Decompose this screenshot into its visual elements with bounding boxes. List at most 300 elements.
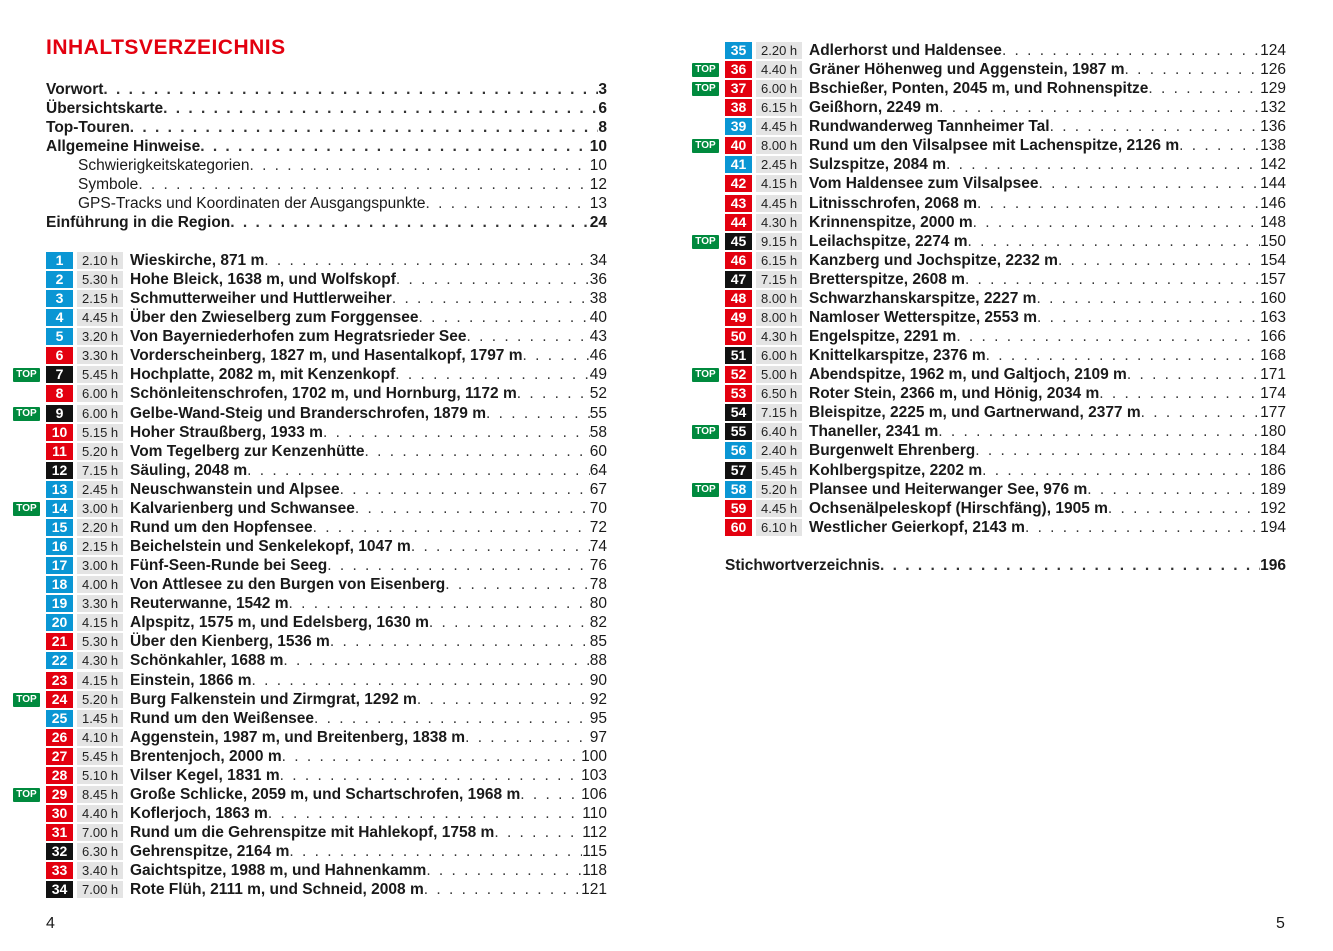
tour-page: 144 xyxy=(1260,174,1286,192)
tour-number-badge: 39 xyxy=(725,118,752,135)
tour-number-badge: 59 xyxy=(725,500,752,517)
tour-number-badge: 23 xyxy=(46,672,73,689)
tour-duration: 4.15 h xyxy=(756,175,802,192)
leader-dots xyxy=(138,175,589,194)
leader-dots xyxy=(1108,500,1260,518)
toc-entry[interactable] xyxy=(46,118,607,137)
tour-name: Reuterwanne, 1542 m xyxy=(130,594,289,612)
tour-duration: 9.15 h xyxy=(756,233,802,250)
tour-duration: 5.45 h xyxy=(756,462,802,479)
leader-dots xyxy=(1050,118,1261,136)
tour-number-badge: 37 xyxy=(725,80,752,97)
tour-page: 118 xyxy=(582,861,607,879)
tour-number-badge: 38 xyxy=(725,99,752,116)
leader-dots xyxy=(982,462,1260,480)
tour-duration: 2.20 h xyxy=(77,519,123,536)
toc-entry-page: 3 xyxy=(598,81,607,98)
top-tour-badge: TOP xyxy=(692,368,719,382)
tour-number-badge: 22 xyxy=(46,652,73,669)
tour-entry[interactable] xyxy=(725,251,1286,270)
tour-number-badge: 4 xyxy=(46,309,73,326)
tour-name: Fünf-Seen-Runde bei Seeg xyxy=(130,556,328,574)
tour-number-badge: 41 xyxy=(725,156,752,173)
tour-duration: 5.15 h xyxy=(77,424,123,441)
tour-duration: 6.30 h xyxy=(77,843,123,860)
tour-name: Gelbe-Wand-Steig und Branderschrofen, 1879 m xyxy=(130,404,486,422)
tour-page: 138 xyxy=(1260,136,1286,154)
tour-number-badge: 54 xyxy=(725,404,752,421)
tour-name: Litnisschrofen, 2068 m xyxy=(809,194,977,212)
leader-dots xyxy=(939,99,1260,117)
leader-dots xyxy=(1087,481,1260,499)
tour-duration: 4.30 h xyxy=(756,214,802,231)
leader-dots xyxy=(467,328,590,346)
leader-dots xyxy=(429,614,590,632)
tour-entry[interactable] xyxy=(725,365,1286,384)
tour-duration: 2.15 h xyxy=(77,290,123,307)
tour-duration: 4.45 h xyxy=(756,195,802,212)
tour-name: Namloser Wetterspitze, 2553 m xyxy=(809,308,1038,326)
top-tour-badge: TOP xyxy=(13,788,40,802)
tour-entry[interactable] xyxy=(725,384,1286,403)
tour-duration: 6.15 h xyxy=(756,99,802,116)
tour-entry[interactable] xyxy=(46,861,607,880)
tour-duration: 1.45 h xyxy=(77,710,123,727)
toc-entry-label: Übersichtskarte xyxy=(46,100,164,117)
tour-name: Engelspitze, 2291 m xyxy=(809,327,957,345)
tour-name: Alpspitz, 1575 m, und Edelsberg, 1630 m xyxy=(130,613,429,631)
tour-page: 148 xyxy=(1260,213,1286,231)
tour-entry[interactable] xyxy=(46,556,607,575)
tour-page: 189 xyxy=(1260,480,1286,498)
tour-duration: 5.20 h xyxy=(77,691,123,708)
tour-name: Gaichtspitze, 1988 m, und Hahnenkamm xyxy=(130,861,427,879)
tour-entry[interactable] xyxy=(46,880,607,899)
tour-entry[interactable] xyxy=(725,518,1286,537)
tour-entry[interactable] xyxy=(725,441,1286,460)
tour-number-badge: 7 xyxy=(46,366,73,383)
tour-entry[interactable] xyxy=(46,613,607,632)
tour-page: 46 xyxy=(589,346,607,364)
leader-dots xyxy=(323,424,590,442)
tour-entry[interactable] xyxy=(46,499,607,518)
top-tour-badge: TOP xyxy=(692,139,719,153)
tour-entry[interactable] xyxy=(46,671,607,690)
toc-entry[interactable] xyxy=(46,80,607,99)
tour-number-badge: 46 xyxy=(725,252,752,269)
page-number-left: 4 xyxy=(46,915,55,932)
tour-entry[interactable] xyxy=(46,346,607,365)
toc-entry[interactable] xyxy=(46,213,607,232)
tour-entry[interactable] xyxy=(725,60,1286,79)
tour-entry[interactable] xyxy=(725,174,1286,193)
tour-duration: 3.30 h xyxy=(77,347,123,364)
tour-entry[interactable] xyxy=(46,365,607,384)
toc-entry-label: GPS-Tracks und Koordinaten der Ausgangspunkte xyxy=(78,195,426,212)
tour-name: Knittelkarspitze, 2376 m xyxy=(809,346,986,364)
tour-duration: 2.15 h xyxy=(77,538,123,555)
toc-entry-page: 12 xyxy=(589,176,607,193)
leader-dots xyxy=(1058,252,1260,270)
tour-entry[interactable] xyxy=(725,98,1286,117)
tour-entry[interactable] xyxy=(725,289,1286,308)
tour-duration: 4.45 h xyxy=(77,309,123,326)
tour-page: 43 xyxy=(589,327,607,345)
tour-duration: 4.15 h xyxy=(77,614,123,631)
tour-name: Rund um den Hopfensee xyxy=(130,518,313,536)
tour-entry[interactable] xyxy=(725,422,1286,441)
tour-duration: 7.00 h xyxy=(77,881,123,898)
tour-number-badge: 24 xyxy=(46,691,73,708)
leader-dots xyxy=(486,405,590,423)
tour-name: Große Schlicke, 2059 m, und Schartschrofen, 1968 m xyxy=(130,785,521,803)
tour-number-badge: 15 xyxy=(46,519,73,536)
toc-entry[interactable] xyxy=(46,99,607,118)
toc-entry-page: 8 xyxy=(598,119,607,136)
tour-page: 85 xyxy=(589,632,607,650)
tour-duration: 7.15 h xyxy=(77,462,123,479)
tour-entry[interactable] xyxy=(46,480,607,499)
tour-duration: 5.20 h xyxy=(756,481,802,498)
tour-duration: 6.00 h xyxy=(756,347,802,364)
tour-entry[interactable] xyxy=(725,480,1286,499)
leader-dots xyxy=(1125,61,1261,79)
leader-dots xyxy=(1148,80,1260,98)
tour-duration: 5.10 h xyxy=(77,767,123,784)
tour-page: 34 xyxy=(589,251,607,269)
tour-name: Schwarzhanskarspitze, 2227 m xyxy=(809,289,1037,307)
tour-number-badge: 30 xyxy=(46,805,73,822)
tour-page: 132 xyxy=(1260,98,1286,116)
tour-duration: 8.00 h xyxy=(756,137,802,154)
tour-entry[interactable] xyxy=(46,575,607,594)
tour-page: 142 xyxy=(1260,155,1286,173)
toc-entry-page: 196 xyxy=(1260,557,1286,574)
toc-entry-page: 6 xyxy=(598,100,607,117)
tour-entry[interactable] xyxy=(46,423,607,442)
leader-dots xyxy=(424,881,581,899)
tour-page: 184 xyxy=(1260,441,1286,459)
tour-name: Bschießer, Ponten, 2045 m, und Rohnenspitze xyxy=(809,79,1149,97)
leader-dots xyxy=(230,213,589,232)
tour-name: Ochsenälpeleskopf (Hirschfäng), 1905 m xyxy=(809,499,1108,517)
tour-name: Adlerhorst und Haldensee xyxy=(809,41,1002,59)
top-tour-badge: TOP xyxy=(692,483,719,497)
tour-page: 112 xyxy=(582,823,607,841)
tour-entry[interactable] xyxy=(46,518,607,537)
tour-page: 154 xyxy=(1260,251,1286,269)
tour-entry[interactable] xyxy=(725,327,1286,346)
tour-entry[interactable] xyxy=(46,747,607,766)
toc-entry-index[interactable] xyxy=(725,556,1286,575)
tour-duration: 3.00 h xyxy=(77,557,123,574)
tour-entry[interactable] xyxy=(46,690,607,709)
tour-page: 67 xyxy=(589,480,607,498)
leader-dots xyxy=(465,729,590,747)
toc-entry-label: Top-Touren xyxy=(46,119,130,136)
tour-page: 194 xyxy=(1260,518,1286,536)
tour-duration: 6.15 h xyxy=(756,252,802,269)
tour-entry[interactable] xyxy=(46,842,607,861)
leader-dots xyxy=(946,156,1260,174)
leader-dots xyxy=(249,156,589,175)
tour-name: Vorderscheinberg, 1827 m, und Hasentalkopf, 1797 m xyxy=(130,346,523,364)
leader-dots xyxy=(517,385,590,403)
tour-duration: 4.40 h xyxy=(77,805,123,822)
leader-dots xyxy=(445,576,590,594)
tour-name: Von Bayerniederhofen zum Hegratsrieder See xyxy=(130,327,467,345)
toc-entry-label: Einführung in die Region xyxy=(46,214,231,231)
leader-dots xyxy=(523,347,590,365)
toc-entry-label: Vorwort xyxy=(46,81,104,98)
tour-number-badge: 55 xyxy=(725,423,752,440)
tour-number-badge: 36 xyxy=(725,61,752,78)
tour-name: Bleispitze, 2225 m, und Gartnerwand, 2377 m xyxy=(809,403,1141,421)
tour-page: 106 xyxy=(581,785,607,803)
tour-name: Leilachspitze, 2274 m xyxy=(809,232,968,250)
tour-name: Schönkahler, 1688 m xyxy=(130,651,284,669)
tour-name: Rund um den Weißensee xyxy=(130,709,315,727)
tour-page: 163 xyxy=(1260,308,1286,326)
leader-dots xyxy=(938,423,1260,441)
page-number-right: 5 xyxy=(1276,915,1285,932)
tour-entry[interactable] xyxy=(46,632,607,651)
leader-dots xyxy=(264,252,589,270)
tour-entry[interactable] xyxy=(46,537,607,556)
tour-entry[interactable] xyxy=(46,785,607,804)
tour-page: 78 xyxy=(589,575,607,593)
tour-name: Thaneller, 2341 m xyxy=(809,422,939,440)
toc-entry[interactable] xyxy=(78,194,607,213)
tour-page: 126 xyxy=(1260,60,1286,78)
tour-entry[interactable] xyxy=(46,728,607,747)
tour-duration: 4.10 h xyxy=(77,729,123,746)
tour-name: Hochplatte, 2082 m, mit Kenzenkopf xyxy=(130,365,396,383)
tour-duration: 6.00 h xyxy=(77,405,123,422)
leader-dots xyxy=(130,118,599,137)
tour-name: Rund um den Vilsalpsee mit Lachenspitze, 2126 m xyxy=(809,136,1180,154)
tour-duration: 4.30 h xyxy=(756,328,802,345)
tour-page: 95 xyxy=(589,709,607,727)
tour-page: 160 xyxy=(1260,289,1286,307)
tour-name: Gräner Höhenweg und Aggenstein, 1987 m xyxy=(809,60,1125,78)
tour-entry[interactable] xyxy=(46,766,607,785)
tour-number-badge: 8 xyxy=(46,385,73,402)
tour-entry[interactable] xyxy=(725,308,1286,327)
tour-entry[interactable] xyxy=(46,384,607,403)
tour-page: 88 xyxy=(589,651,607,669)
tour-entry[interactable] xyxy=(46,823,607,842)
top-tour-badge: TOP xyxy=(692,425,719,439)
tour-page: 157 xyxy=(1260,270,1286,288)
tour-duration: 4.45 h xyxy=(756,500,802,517)
tour-entry[interactable] xyxy=(725,403,1286,422)
tour-number-badge: 19 xyxy=(46,595,73,612)
toc-entry-label: Symbole xyxy=(78,176,139,193)
tour-page: 70 xyxy=(589,499,607,517)
leader-dots xyxy=(282,748,582,766)
tour-page: 166 xyxy=(1260,327,1286,345)
tour-entry[interactable] xyxy=(46,289,607,308)
leader-dots xyxy=(419,309,590,327)
tour-name: Vom Haldensee zum Vilsalpsee xyxy=(809,174,1039,192)
tour-entry[interactable] xyxy=(46,804,607,823)
leader-dots xyxy=(330,633,590,651)
tour-number-badge: 58 xyxy=(725,481,752,498)
tour-duration: 4.45 h xyxy=(756,118,802,135)
tour-entry[interactable] xyxy=(725,41,1286,60)
tour-entry[interactable] xyxy=(46,442,607,461)
tour-duration: 7.00 h xyxy=(77,824,123,841)
tour-entry[interactable] xyxy=(725,270,1286,289)
tour-name: Kohlbergspitze, 2202 m xyxy=(809,461,983,479)
tour-entry[interactable] xyxy=(725,194,1286,213)
toc-entry-label: Stichwortverzeichnis xyxy=(725,557,881,574)
tour-entry[interactable] xyxy=(46,709,607,728)
leader-dots xyxy=(392,290,590,308)
tour-name: Brentenjoch, 2000 m xyxy=(130,747,282,765)
tour-entry[interactable] xyxy=(725,461,1286,480)
tour-duration: 5.30 h xyxy=(77,271,123,288)
leader-dots xyxy=(977,195,1260,213)
tour-name: Burgenwelt Ehrenberg xyxy=(809,441,976,459)
tour-entry[interactable] xyxy=(725,213,1286,232)
leader-dots xyxy=(986,347,1261,365)
tour-name: Schmutterweiher und Huttlerweiher xyxy=(130,289,392,307)
tour-number-badge: 34 xyxy=(46,881,73,898)
tour-page: 97 xyxy=(589,728,607,746)
tour-duration: 3.20 h xyxy=(77,328,123,345)
tour-entry[interactable] xyxy=(46,308,607,327)
tour-duration: 2.45 h xyxy=(756,156,802,173)
tour-duration: 5.45 h xyxy=(77,366,123,383)
leader-dots xyxy=(426,194,590,213)
leader-dots xyxy=(965,271,1260,289)
toc-entry-page: 13 xyxy=(589,195,607,212)
tour-name: Vilser Kegel, 1831 m xyxy=(130,766,280,784)
tour-entry[interactable] xyxy=(46,327,607,346)
tour-duration: 4.40 h xyxy=(756,61,802,78)
toc-entry[interactable] xyxy=(46,137,607,156)
leader-dots xyxy=(268,805,582,823)
tour-number-badge: 52 xyxy=(725,366,752,383)
tour-page: 36 xyxy=(589,270,607,288)
tour-entry[interactable] xyxy=(725,499,1286,518)
tour-name: Rundwanderweg Tannheimer Tal xyxy=(809,117,1050,135)
tour-number-badge: 14 xyxy=(46,500,73,517)
leader-dots xyxy=(426,862,582,880)
tour-number-badge: 3 xyxy=(46,290,73,307)
leader-dots xyxy=(1025,519,1260,537)
tour-entry[interactable] xyxy=(725,346,1286,365)
tour-entry[interactable] xyxy=(46,461,607,480)
tour-number-badge: 45 xyxy=(725,233,752,250)
tour-duration: 8.45 h xyxy=(77,786,123,803)
tour-name: Neuschwanstein und Alpsee xyxy=(130,480,340,498)
tour-page: 58 xyxy=(589,423,607,441)
tour-duration: 3.40 h xyxy=(77,862,123,879)
leader-dots xyxy=(1179,137,1260,155)
leader-dots xyxy=(1037,309,1260,327)
tour-name: Beichelstein und Senkelekopf, 1047 m xyxy=(130,537,411,555)
tour-entry[interactable] xyxy=(725,117,1286,136)
leader-dots xyxy=(1036,290,1260,308)
tour-duration: 5.30 h xyxy=(77,633,123,650)
tour-number-badge: 32 xyxy=(46,843,73,860)
tour-page: 146 xyxy=(1260,194,1286,212)
tour-name: Westlicher Geierkopf, 2143 m xyxy=(809,518,1025,536)
tour-duration: 6.50 h xyxy=(756,385,802,402)
tour-page: 121 xyxy=(581,880,607,898)
tour-number-badge: 2 xyxy=(46,271,73,288)
tour-page: 110 xyxy=(582,804,607,822)
tour-number-badge: 13 xyxy=(46,481,73,498)
tour-name: Krinnenspitze, 2000 m xyxy=(809,213,973,231)
top-tour-badge: TOP xyxy=(13,502,40,516)
tour-duration: 5.45 h xyxy=(77,748,123,765)
toc-entry-page: 10 xyxy=(589,157,607,174)
tour-number-badge: 47 xyxy=(725,271,752,288)
tour-name: Kalvarienberg und Schwansee xyxy=(130,499,355,517)
leader-dots xyxy=(1038,175,1260,193)
leader-dots xyxy=(340,481,590,499)
tour-entry[interactable] xyxy=(46,651,607,670)
tour-duration: 8.00 h xyxy=(756,290,802,307)
toc-entry[interactable] xyxy=(78,175,607,194)
leader-dots xyxy=(365,443,590,461)
tour-page: 49 xyxy=(589,365,607,383)
tour-name: Gehrenspitze, 2164 m xyxy=(130,842,290,860)
tour-entry[interactable] xyxy=(46,594,607,613)
tour-page: 129 xyxy=(1260,79,1286,97)
tour-page: 72 xyxy=(589,518,607,536)
tour-number-badge: 40 xyxy=(725,137,752,154)
tour-page: 60 xyxy=(589,442,607,460)
leader-dots xyxy=(956,328,1260,346)
tour-number-badge: 28 xyxy=(46,767,73,784)
tour-entry[interactable] xyxy=(46,251,607,270)
leader-dots xyxy=(289,595,590,613)
tour-name: Rote Flüh, 2111 m, und Schneid, 2008 m xyxy=(130,880,424,898)
tour-number-badge: 31 xyxy=(46,824,73,841)
tour-page: 38 xyxy=(589,289,607,307)
leader-dots xyxy=(1141,404,1260,422)
top-tour-badge: TOP xyxy=(692,63,719,77)
left-page xyxy=(0,0,666,951)
leader-dots xyxy=(520,786,581,804)
tour-page: 115 xyxy=(582,842,607,860)
tour-duration: 6.10 h xyxy=(756,519,802,536)
top-tour-badge: TOP xyxy=(692,235,719,249)
tour-duration: 6.40 h xyxy=(756,423,802,440)
tour-duration: 7.15 h xyxy=(756,271,802,288)
tour-name: Abendspitze, 1962 m, und Galtjoch, 2109 m xyxy=(809,365,1127,383)
tour-page: 180 xyxy=(1260,422,1286,440)
tour-entry[interactable] xyxy=(46,270,607,289)
tour-entry[interactable] xyxy=(725,136,1286,155)
tour-page: 90 xyxy=(589,671,607,689)
tour-entry[interactable] xyxy=(725,79,1286,98)
tour-page: 150 xyxy=(1260,232,1286,250)
leader-dots xyxy=(289,843,582,861)
tour-number-badge: 50 xyxy=(725,328,752,345)
tour-entry[interactable] xyxy=(725,232,1286,251)
toc-entry[interactable] xyxy=(78,156,607,175)
tour-entry[interactable] xyxy=(46,404,607,423)
tour-page: 192 xyxy=(1260,499,1286,517)
tour-entry[interactable] xyxy=(725,155,1286,174)
toc-entry-page: 10 xyxy=(589,138,607,155)
